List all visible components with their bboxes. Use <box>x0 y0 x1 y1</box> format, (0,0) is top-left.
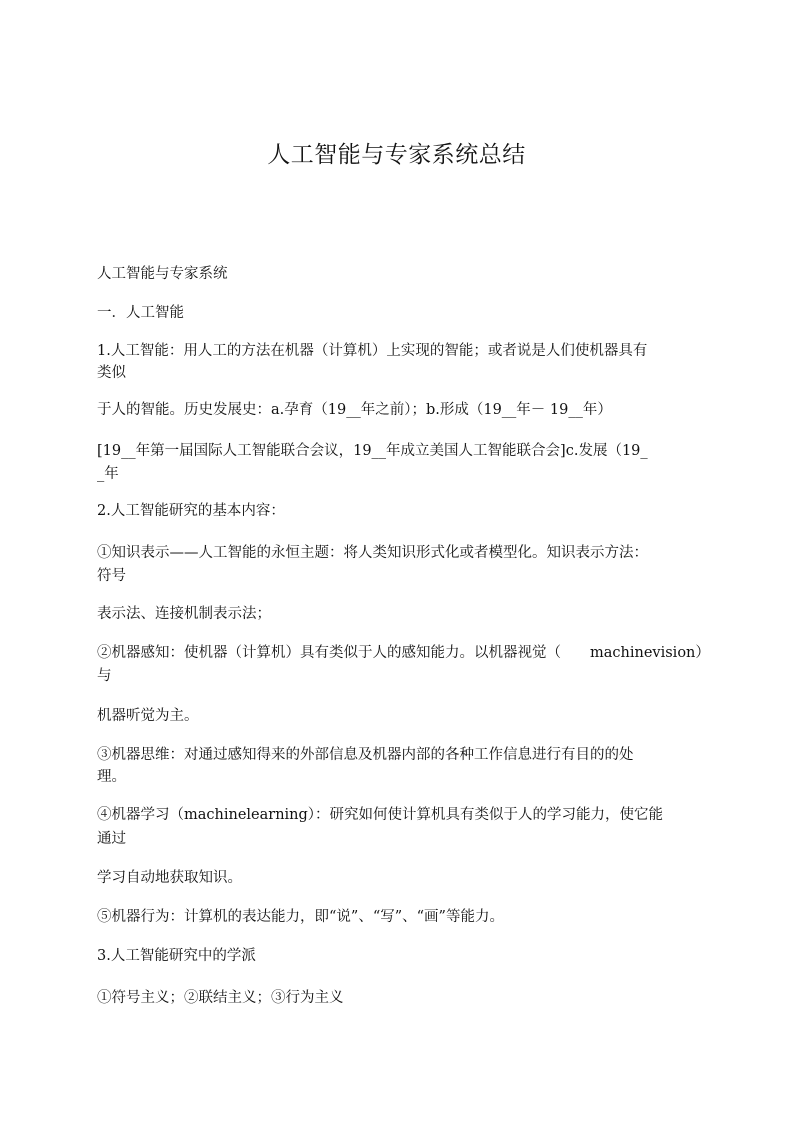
paragraph-line: ④机器学习（machinelearning）：研究如何使计算机具有类似于人的学习能力，使它能 <box>97 807 664 823</box>
subsection-heading: 2.人工智能研究的基本内容： <box>97 503 285 519</box>
paragraph-line: 1.人工智能：用人工的方法在机器（计算机）上实现的智能；或者说是人们使机器具有 <box>97 343 648 359</box>
paragraph-line: 通过 <box>97 831 126 847</box>
paragraph-line: ⑤机器行为：计算机的表达能力，即“说”、“写”、“画”等能力。 <box>97 909 504 925</box>
paragraph-line: [19__年第一届国际人工智能联合会议，19__年成立美国人工智能联合会]c.发展（19_ <box>97 443 648 459</box>
paragraph-line: _年 <box>97 466 119 482</box>
paragraph-line: ③机器思维：对通过感知得来的外部信息及机器内部的各种工作信息进行有目的的处 <box>97 747 634 763</box>
paragraph-line: ①符号主义；②联结主义；③行为主义 <box>97 990 344 1006</box>
paragraph-line: 与 <box>97 668 112 684</box>
paragraph-line: 表示法、连接机制表示法； <box>97 606 271 622</box>
paragraph-line: 学习自动地获取知识。 <box>97 870 242 886</box>
paragraph-line: 符号 <box>97 568 126 584</box>
paragraph-line: 类似 <box>97 365 126 381</box>
document-title: 人工智能与专家系统总结 <box>267 142 526 168</box>
paragraph-line: 机器听觉为主。 <box>97 708 199 724</box>
paragraph-line: 理。 <box>97 769 126 785</box>
section-heading: 一．人工智能 <box>97 305 184 321</box>
paragraph-line: 于人的智能。历史发展史：a.孕育（19__年之前）；b.形成（19__年－ 19__年） <box>97 402 612 418</box>
paragraph-line: ②机器感知：使机器（计算机）具有类似于人的感知能力。以机器视觉（ machinevision） <box>97 645 710 661</box>
paragraph-line: ①知识表示——人工智能的永恒主题：将人类知识形式化或者模型化。知识表示方法： <box>97 545 648 561</box>
subtitle-line: 人工智能与专家系统 <box>97 266 228 282</box>
subsection-heading: 3.人工智能研究中的学派 <box>97 948 256 964</box>
